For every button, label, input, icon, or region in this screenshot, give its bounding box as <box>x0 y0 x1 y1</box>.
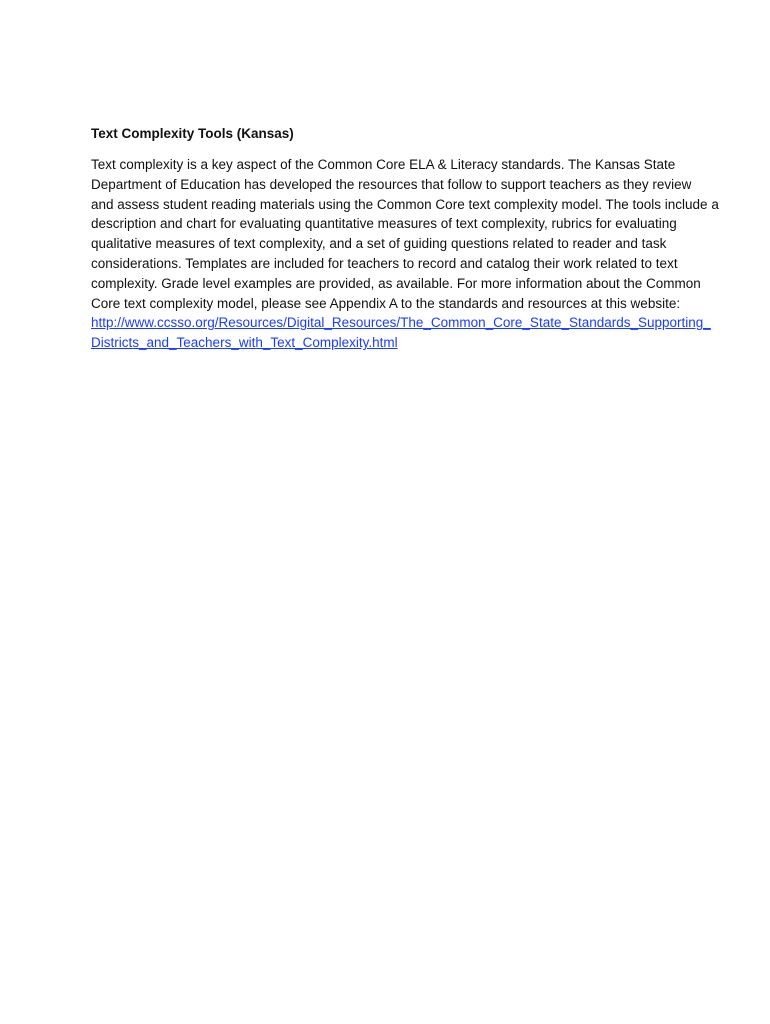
document-content <box>91 125 719 353</box>
resource-link-line[interactable]: Districts_and_Teachers_with_Text_Complexity.html <box>91 335 398 351</box>
document-title: Text Complexity Tools (Kansas) <box>91 126 294 141</box>
resource-link-line[interactable]: http://www.ccsso.org/Resources/Digital_Resources/The_Common_Core_State_Standards_Supporting_ <box>91 315 711 331</box>
body-line: Core text complexity model, please see Appendix A to the standards and resources at this website: <box>91 295 681 311</box>
body-line: Department of Education has developed the resources that follow to support teachers as they review <box>91 176 692 192</box>
body-line: Text complexity is a key aspect of the Common Core ELA & Literacy standards. The Kansas State <box>91 157 676 172</box>
body-paragraph <box>91 155 719 353</box>
body-line: qualitative measures of text complexity, and a set of guiding questions related to reader and task <box>91 236 667 252</box>
body-line: complexity. Grade level examples are provided, as available. For more information about the Common <box>91 275 701 291</box>
body-line: description and chart for evaluating quantitative measures of text complexity, rubrics for evaluating <box>91 216 677 232</box>
body-line: considerations. Templates are included for teachers to record and catalog their work related to text <box>91 255 678 271</box>
body-line: and assess student reading materials using the Common Core text complexity model. The tools include a <box>91 196 719 212</box>
